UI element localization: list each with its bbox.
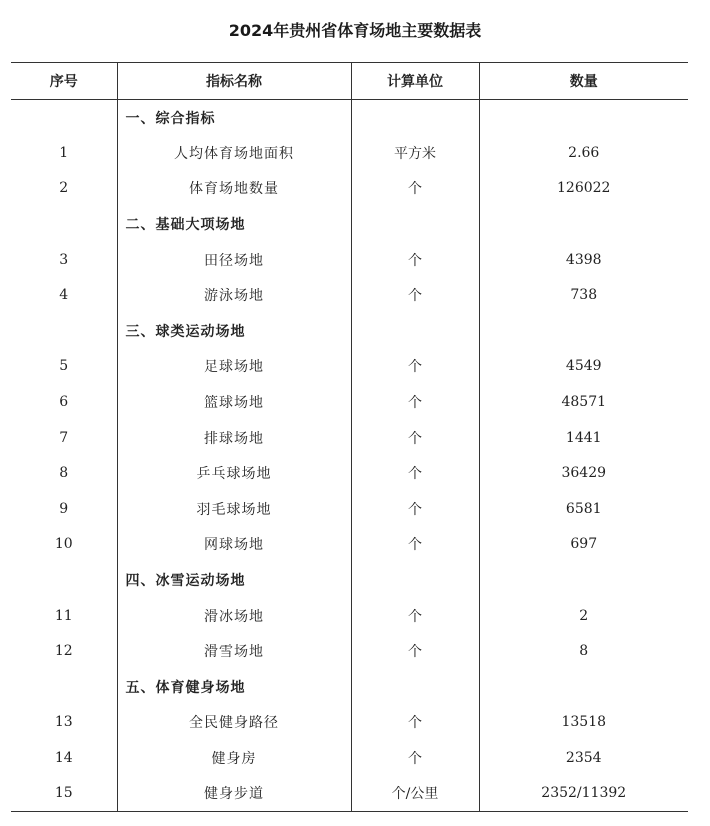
row-unit: 个 xyxy=(351,491,479,527)
row-value: 4549 xyxy=(565,358,602,375)
row-value: 6581 xyxy=(565,500,602,517)
row-seq: 11 xyxy=(11,598,117,634)
table-row xyxy=(11,705,688,741)
row-value: 48571 xyxy=(561,394,607,411)
row-value xyxy=(479,669,688,705)
row-seq: 9 xyxy=(11,491,117,527)
row-name: 排球场地 xyxy=(117,420,351,456)
table-body xyxy=(11,100,688,812)
row-name: 健身房 xyxy=(117,740,351,776)
row-unit: 个 xyxy=(351,455,479,491)
row-seq: 10 xyxy=(11,527,117,563)
row-seq: 2 xyxy=(11,171,117,207)
row-unit: 平方米 xyxy=(351,135,479,171)
header-unit: 计算单位 xyxy=(351,63,479,100)
row-value: 8 xyxy=(579,643,589,660)
row-value: 2 xyxy=(579,607,589,624)
row-name: 田径场地 xyxy=(117,242,351,278)
row-name: 篮球场地 xyxy=(117,384,351,420)
row-value: 36429 xyxy=(561,465,607,482)
section-row xyxy=(11,100,688,136)
row-unit xyxy=(351,100,479,136)
table-row xyxy=(11,242,688,278)
row-value: 738 xyxy=(570,287,598,304)
header-seq: 序号 xyxy=(11,63,117,100)
row-unit: 个 xyxy=(351,527,479,563)
row-seq xyxy=(11,562,117,598)
table-row xyxy=(11,420,688,456)
table-row xyxy=(11,349,688,385)
row-value: 126022 xyxy=(557,180,611,197)
row-name: 乒乓球场地 xyxy=(117,455,351,491)
row-seq: 8 xyxy=(11,455,117,491)
row-unit: 个 xyxy=(351,633,479,669)
row-unit xyxy=(351,206,479,242)
row-value xyxy=(479,562,688,598)
row-unit xyxy=(351,562,479,598)
row-name: 羽毛球场地 xyxy=(117,491,351,527)
row-name: 二、基础大项场地 xyxy=(117,206,351,242)
row-name: 体育场地数量 xyxy=(117,171,351,207)
row-seq xyxy=(11,313,117,349)
row-name: 网球场地 xyxy=(117,527,351,563)
section-row xyxy=(11,669,688,705)
row-name: 三、球类运动场地 xyxy=(117,313,351,349)
table-row xyxy=(11,135,688,171)
row-unit: 个 xyxy=(351,740,479,776)
row-value xyxy=(479,206,688,242)
row-seq: 15 xyxy=(11,776,117,812)
row-name: 游泳场地 xyxy=(117,277,351,313)
row-unit: 个 xyxy=(351,242,479,278)
row-seq: 3 xyxy=(11,242,117,278)
table-row xyxy=(11,171,688,207)
row-unit: 个 xyxy=(351,384,479,420)
row-unit: 个 xyxy=(351,171,479,207)
table-row xyxy=(11,455,688,491)
row-unit xyxy=(351,669,479,705)
row-seq: 6 xyxy=(11,384,117,420)
row-name: 足球场地 xyxy=(117,349,351,385)
row-value: 2.66 xyxy=(568,144,600,161)
row-seq: 5 xyxy=(11,349,117,385)
row-value: 13518 xyxy=(561,714,607,731)
row-name: 四、冰雪运动场地 xyxy=(117,562,351,598)
page-title: 2024年贵州省体育场地主要数据表 xyxy=(228,21,482,40)
row-value: 697 xyxy=(570,536,598,553)
row-seq: 13 xyxy=(11,705,117,741)
row-name: 滑雪场地 xyxy=(117,633,351,669)
table-row xyxy=(11,633,688,669)
table-row xyxy=(11,740,688,776)
row-seq xyxy=(11,206,117,242)
header-row xyxy=(11,63,688,100)
row-unit: 个 xyxy=(351,598,479,634)
row-seq: 4 xyxy=(11,277,117,313)
table-header xyxy=(11,63,688,100)
row-unit: 个 xyxy=(351,277,479,313)
row-unit: 个 xyxy=(351,705,479,741)
row-value: 2352/11392 xyxy=(479,776,688,812)
row-seq xyxy=(11,100,117,136)
row-value xyxy=(479,100,688,136)
section-row xyxy=(11,562,688,598)
row-seq: 1 xyxy=(11,135,117,171)
header-value: 数量 xyxy=(479,63,688,100)
row-seq: 7 xyxy=(11,420,117,456)
section-row xyxy=(11,206,688,242)
row-unit: 个 xyxy=(351,420,479,456)
row-value: 2354 xyxy=(565,749,602,766)
table-row xyxy=(11,277,688,313)
row-name: 五、体育健身场地 xyxy=(117,669,351,705)
table-row xyxy=(11,491,688,527)
row-value xyxy=(479,313,688,349)
row-unit: 个 xyxy=(351,349,479,385)
header-name: 指标名称 xyxy=(117,63,351,100)
row-value: 1441 xyxy=(565,429,602,446)
row-value: 4398 xyxy=(565,251,602,268)
table-row xyxy=(11,598,688,634)
table-row xyxy=(11,384,688,420)
row-name: 全民健身路径 xyxy=(117,705,351,741)
data-table xyxy=(11,62,688,812)
row-seq: 12 xyxy=(11,633,117,669)
section-row xyxy=(11,313,688,349)
table-row xyxy=(11,527,688,563)
row-name: 人均体育场地面积 xyxy=(117,135,351,171)
row-seq xyxy=(11,669,117,705)
table-row xyxy=(11,776,688,812)
row-name: 健身步道 xyxy=(117,776,351,812)
row-unit xyxy=(351,313,479,349)
row-unit: 个/公里 xyxy=(351,776,479,812)
row-name: 滑冰场地 xyxy=(117,598,351,634)
row-name: 一、综合指标 xyxy=(117,100,351,136)
row-seq: 14 xyxy=(11,740,117,776)
